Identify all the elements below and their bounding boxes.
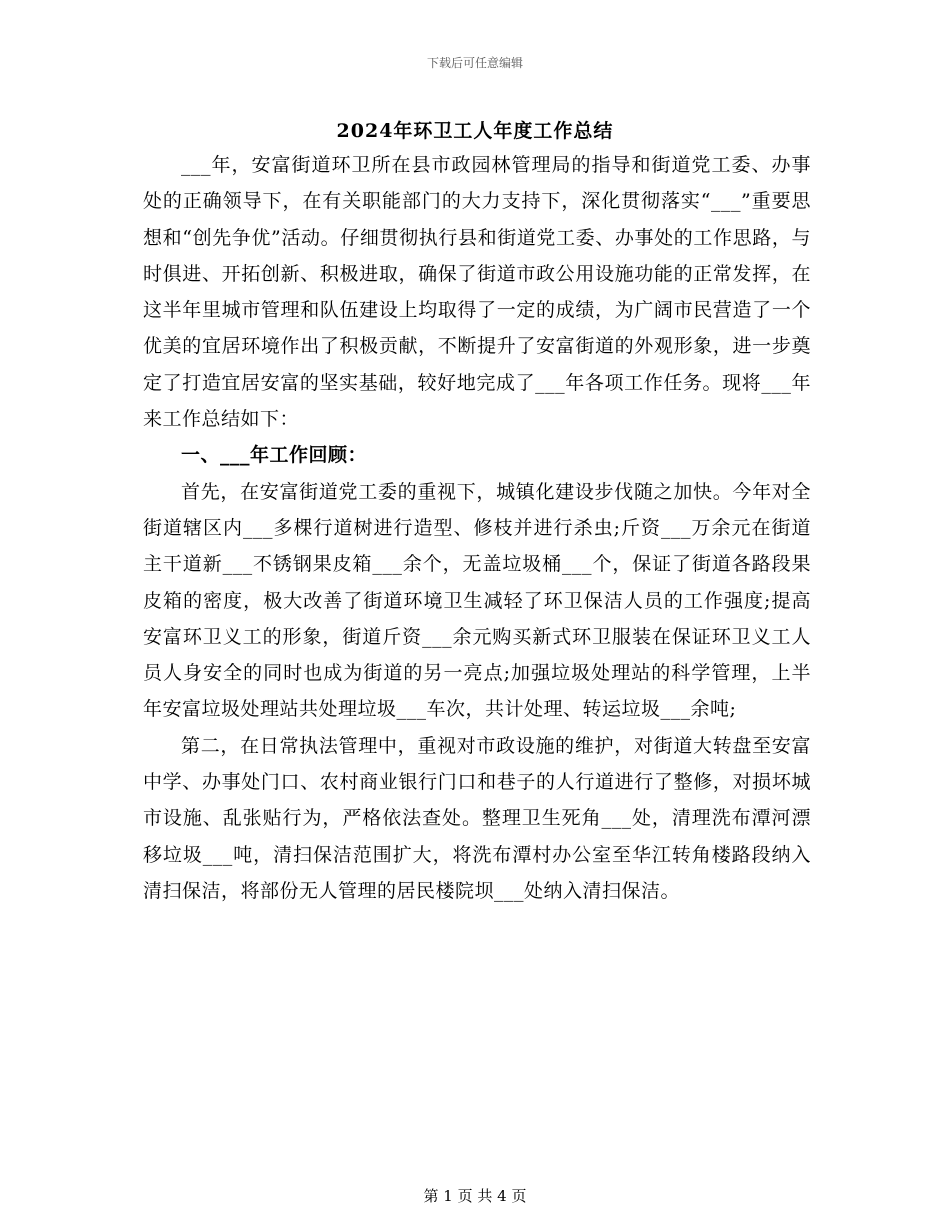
page-footer: 第 1 页 共 4 页: [423, 1187, 527, 1205]
section-heading: 一、___年工作回顾：: [181, 444, 368, 467]
paragraph-second: 第二，在日常执法管理中，重视对市政设施的维护，对街道大转盘至安富中学、办事处门口、农村商业银行门口和巷子的人行道进行了整修，对损坏城市设施、乱张贴行为，严格依法查处。整理卫生死角___处，清理洗布潭河漂移垃圾___吨，清扫保洁范围扩大，将洗布潭村办公室至华江转角楼路段纳入清扫保洁，将部份无人管理的居民楼院坝___处纳入清扫保洁。: [143, 734, 811, 902]
intro-paragraph: ___年，安富街道环卫所在县市政园林管理局的指导和街道党工委、办事处的正确领导下，在有关职能部门的大力支持下，深化贯彻落实“___”重要思想和“创先争优”活动。仔细贯彻执行县和街道党工委、办事处的工作思路，与时俱进、开拓创新、积极进取，确保了街道市政公用设施功能的正常发挥，在这半年里城市管理和队伍建设上均取得了一定的成绩，为广阔市民营造了一个优美的宜居环境作出了积极贡献，不断提升了安富街道的外观形象，进一步奠定了打造宜居安富的坚实基础，较好地完成了___年各项工作任务。现将___年来工作总结如下：: [143, 154, 811, 431]
document-body: [143, 147, 811, 909]
paragraph-first: 首先，在安富街道党工委的重视下，城镇化建设步伐随之加快。今年对全街道辖区内___多棵行道树进行造型、修枝并进行杀虫;斤资___万余元在街道主干道新___不锈钢果皮箱___余个，无盖垃圾桶___个，保证了街道各路段果皮箱的密度，极大改善了街道环境卫生减轻了环卫保洁人员的工作强度;提高安富环卫义工的形象，街道斤资___余元购买新式环卫服装在保证环卫义工人员人身安全的同时也成为街道的另一亮点;加强垃圾处理站的科学管理，上半年安富垃圾处理站共处理垃圾___车次，共计处理、转运垃圾___余吨;: [143, 480, 811, 721]
document-title: 2024年环卫工人年度工作总结: [336, 120, 614, 142]
page-header: 下载后可任意编辑: [426, 56, 523, 70]
